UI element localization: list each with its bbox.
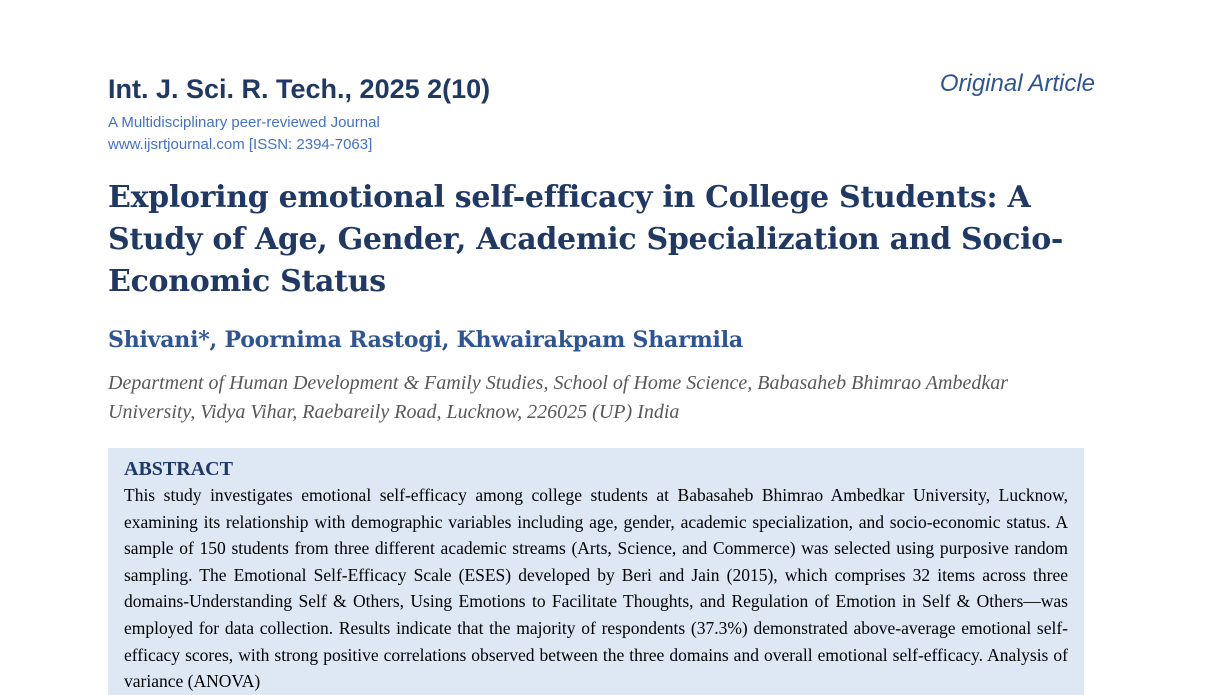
abstract-heading: ABSTRACT [124, 458, 233, 480]
abstract-box [108, 448, 1084, 695]
abstract-text: This study investigates emotional self-efficacy among college students at Babasaheb Bhimrao Ambedkar University, Lucknow, examining its relationship with demographic variables including age, gender, academic specialization, and socio-economic status. A sample of 150 students from three different academic streams (Arts, Science, and Commerce) was selected using purposive random sampling. The Emotional Self-Efficacy Scale (ESES) developed by Beri and Jain (2015), which comprises 32 items across three domains-Understanding Self & Others, Using Emotions to Facilitate Thoughts, and Regulation of Emotion in Self & Others—was employed for data collection. Results indicate that the majority of respondents (37.3%) demonstrated above-average emotional self-efficacy scores, with strong positive correlations observed between the three domains and overall emotional self-efficacy. Analysis of variance (ANOVA) [124, 485, 1068, 692]
journal-title: Int. J. Sci. R. Tech., 2025 2(10) [108, 74, 491, 104]
paper-title: Exploring emotional self-efficacy in College Students: A Study of Age, Gender, Academic Specialization and Socio-Economic Status [108, 180, 1064, 299]
article-type-label: Original Article [939, 70, 1095, 97]
journal-subtitle: A Multidisciplinary peer-reviewed Journal [108, 114, 380, 131]
journal-website-issn: www.ijsrtjournal.com [ISSN: 2394-7063] [108, 136, 373, 153]
paper-authors: Shivani*, Poornima Rastogi, Khwairakpam Sharmila [108, 327, 743, 353]
paper-affiliation: Department of Human Development & Family Studies, School of Home Science, Babasaheb Bhimrao Ambedkar University, Vidya Vihar, Raebareily Road, Lucknow, 226025 (UP) India [108, 372, 1008, 423]
